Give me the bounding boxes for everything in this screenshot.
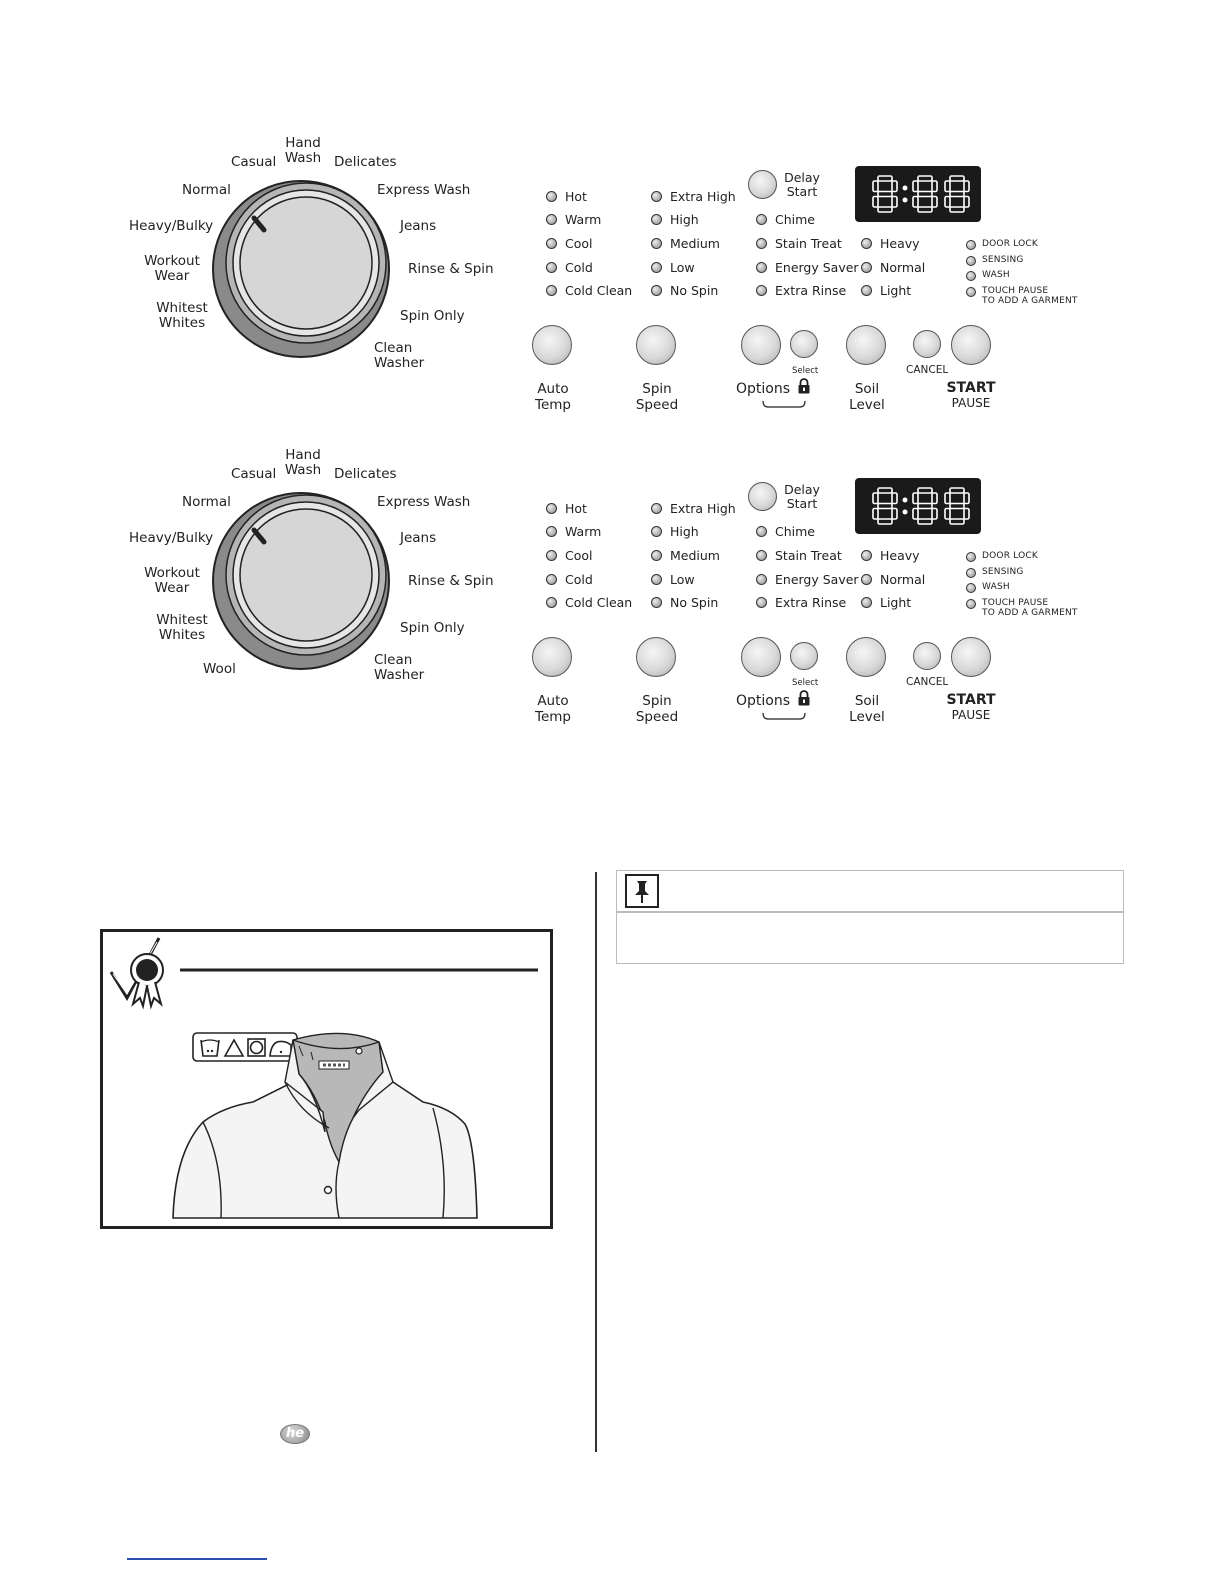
temp-option <box>546 213 601 227</box>
extra-option <box>756 237 842 251</box>
dial-label-casual: Casual <box>231 154 277 170</box>
soil-level-label: Soil Level <box>849 381 885 413</box>
indicator-light-icon <box>861 597 872 608</box>
temp-option <box>546 596 632 610</box>
extra-option-label: Extra Rinse <box>775 283 847 298</box>
status-indicator <box>966 551 1038 562</box>
soil-option-label: Normal <box>880 260 926 275</box>
temp-option-label: Cool <box>565 236 593 251</box>
temp-option <box>546 502 587 516</box>
indicator-light-icon <box>861 574 872 585</box>
indicator-light-icon <box>651 550 662 561</box>
soil-option-label: Light <box>880 283 912 298</box>
dial-label-heavy-bulky: Heavy/Bulky <box>129 530 214 546</box>
dial-label-heavy-bulky: Heavy/Bulky <box>129 218 214 234</box>
indicator-light-icon <box>546 262 557 273</box>
spin-option-label: Medium <box>670 548 720 563</box>
time-display <box>855 478 981 534</box>
dial-label-jeans: Jeans <box>400 530 437 546</box>
start-label: START <box>946 380 996 396</box>
indicator-light-icon <box>756 550 767 561</box>
options-button[interactable] <box>741 637 781 677</box>
temp-option <box>546 549 593 563</box>
dial-label-whitest-whites: Whitest Whites <box>156 612 208 643</box>
dial-label-rinse-spin: Rinse & Spin <box>408 261 494 277</box>
spin-option-label: Low <box>670 260 695 275</box>
temp-option-label: Cold <box>565 572 593 587</box>
soil-option-label: Heavy <box>880 236 920 251</box>
indicator-light-icon <box>651 526 662 537</box>
select-label: Select <box>792 678 819 688</box>
extra-option <box>756 213 815 227</box>
spin-option <box>651 549 720 563</box>
indicator-light-icon <box>861 262 872 273</box>
indicator-light-icon <box>651 262 662 273</box>
status-label: WASH <box>982 270 1010 280</box>
care-symbols-icon <box>193 1033 297 1061</box>
extra-option-label: Extra Rinse <box>775 595 847 610</box>
he-logo <box>280 1424 310 1444</box>
status-indicator <box>966 567 1024 578</box>
start-pause-button[interactable] <box>951 637 991 677</box>
dial-label-workout-wear: Workout Wear <box>144 253 200 284</box>
indicator-light-icon <box>861 238 872 249</box>
dial-label-normal: Normal <box>182 494 231 510</box>
temp-option <box>546 573 593 587</box>
extra-option <box>756 596 846 610</box>
status-light-icon <box>966 256 976 266</box>
spin-option-label: No Spin <box>670 595 719 610</box>
temp-option-label: Warm <box>565 524 602 539</box>
footer-link-underline[interactable] <box>127 1558 267 1560</box>
temp-option-label: Hot <box>565 501 587 516</box>
spin-speed-label: Spin Speed <box>635 693 679 725</box>
temp-option-label: Cold Clean <box>565 283 633 298</box>
status-indicator <box>966 598 1078 618</box>
spin-speed-button[interactable] <box>636 637 676 677</box>
care-label-illustration <box>103 932 550 1226</box>
status-label: DOOR LOCK <box>982 551 1038 561</box>
status-label: TOUCH PAUSE TO ADD A GARMENT <box>982 598 1078 618</box>
indicator-light-icon <box>651 238 662 249</box>
dial-label-clean-washer: Clean Washer <box>374 652 425 683</box>
indicator-light-icon <box>756 262 767 273</box>
status-light-icon <box>966 552 976 562</box>
note-header-divider <box>617 911 1123 913</box>
indicator-light-icon <box>546 238 557 249</box>
soil-option <box>861 261 925 275</box>
extra-option-label: Chime <box>775 524 815 539</box>
dial-label-express-wash: Express Wash <box>377 182 471 198</box>
temp-option-label: Cold <box>565 260 593 275</box>
auto-temp-label: Auto Temp <box>535 693 571 725</box>
dial-label-spin-only: Spin Only <box>400 620 465 636</box>
time-display-value <box>855 166 856 167</box>
award-ribbon-icon <box>111 938 163 1006</box>
dial-label-hand-wash: Hand Wash <box>284 447 322 478</box>
temp-option-label: Cold Clean <box>565 595 633 610</box>
status-indicator <box>966 582 1010 593</box>
spin-option-label: Low <box>670 572 695 587</box>
care-label-box <box>100 929 553 1229</box>
status-label: DOOR LOCK <box>982 239 1038 249</box>
auto-temp-button[interactable] <box>532 637 572 677</box>
status-indicator <box>966 286 1078 306</box>
indicator-light-icon <box>651 574 662 585</box>
delay-start-label: Delay Start <box>784 170 820 199</box>
cycle-selector-dial[interactable] <box>206 486 396 676</box>
extra-option-label: Energy Saver <box>775 260 859 275</box>
soil-option <box>861 549 920 563</box>
spin-option <box>651 237 720 251</box>
indicator-light-icon <box>651 503 662 514</box>
temp-option <box>546 237 593 251</box>
soil-option-label: Light <box>880 595 912 610</box>
status-light-icon <box>966 240 976 250</box>
indicator-light-icon <box>546 191 557 202</box>
dial-label-spin-only: Spin Only <box>400 308 465 324</box>
spin-option <box>651 213 699 227</box>
indicator-light-icon <box>756 526 767 537</box>
indicator-light-icon <box>546 597 557 608</box>
indicator-light-icon <box>546 214 557 225</box>
options-label: Options <box>735 381 791 397</box>
indicator-light-icon <box>756 574 767 585</box>
temp-option <box>546 261 593 275</box>
temp-option-label: Hot <box>565 189 587 204</box>
indicator-light-icon <box>546 550 557 561</box>
indicator-light-icon <box>756 285 767 296</box>
dial-label-delicates: Delicates <box>334 466 397 482</box>
cancel-button[interactable] <box>913 642 941 670</box>
spin-option-label: No Spin <box>670 283 719 298</box>
spin-option <box>651 502 736 516</box>
dial-label-workout-wear: Workout Wear <box>144 565 200 596</box>
dial-label-express-wash: Express Wash <box>377 494 471 510</box>
indicator-light-icon <box>861 285 872 296</box>
spin-option <box>651 573 695 587</box>
spin-option <box>651 190 736 204</box>
dial-label-jeans: Jeans <box>400 218 437 234</box>
delay-start-button[interactable] <box>748 170 777 199</box>
indicator-light-icon <box>651 597 662 608</box>
extra-option <box>756 549 842 563</box>
delay-start-label: Delay Start <box>784 482 820 511</box>
soil-option-label: Normal <box>880 572 926 587</box>
indicator-light-icon <box>546 285 557 296</box>
note-box <box>616 870 1124 964</box>
spin-option <box>651 596 718 610</box>
dial-label-rinse-spin: Rinse & Spin <box>408 573 494 589</box>
spin-option <box>651 525 699 539</box>
control-panel-2 <box>0 312 1224 725</box>
temp-option-label: Cool <box>565 548 593 563</box>
spin-option <box>651 261 695 275</box>
cancel-label: CANCEL <box>906 676 949 688</box>
dial-label-hand-wash: Hand Wash <box>284 135 322 166</box>
soil-level-button[interactable] <box>846 637 886 677</box>
control-panel-1 <box>0 0 1224 413</box>
pause-label: PAUSE <box>951 396 991 410</box>
status-light-icon <box>966 583 976 593</box>
status-light-icon <box>966 271 976 281</box>
status-light-icon <box>966 568 976 578</box>
auto-temp-label: Auto Temp <box>535 381 571 413</box>
spin-option-label: Extra High <box>670 501 736 516</box>
soil-option <box>861 237 920 251</box>
extra-option-label: Stain Treat <box>775 548 842 563</box>
time-display-value <box>855 478 856 479</box>
indicator-light-icon <box>756 597 767 608</box>
soil-option <box>861 284 911 298</box>
status-label: TOUCH PAUSE TO ADD A GARMENT <box>982 286 1078 306</box>
status-label: SENSING <box>982 255 1024 265</box>
pause-label: PAUSE <box>951 708 991 722</box>
dial-label-clean-washer: Clean Washer <box>374 340 425 371</box>
soil-option-label: Heavy <box>880 548 920 563</box>
soil-level-label: Soil Level <box>849 693 885 725</box>
extra-option-label: Chime <box>775 212 815 227</box>
select-label: Select <box>792 366 819 376</box>
extra-option-label: Stain Treat <box>775 236 842 251</box>
status-light-icon <box>966 599 976 609</box>
cancel-label: CANCEL <box>906 364 949 376</box>
spin-option-label: High <box>670 524 699 539</box>
indicator-light-icon <box>861 550 872 561</box>
indicator-light-icon <box>651 285 662 296</box>
indicator-light-icon <box>651 214 662 225</box>
indicator-light-icon <box>651 191 662 202</box>
extra-option-label: Energy Saver <box>775 572 859 587</box>
status-indicator <box>966 239 1038 250</box>
pushpin-icon <box>625 874 659 908</box>
status-label: WASH <box>982 582 1010 592</box>
extra-option <box>756 284 846 298</box>
soil-option <box>861 573 925 587</box>
temp-option-label: Warm <box>565 212 602 227</box>
status-indicator <box>966 255 1024 266</box>
select-button[interactable] <box>790 642 818 670</box>
spin-option-label: Extra High <box>670 189 736 204</box>
time-display <box>855 166 981 222</box>
extra-option <box>756 261 859 275</box>
dial-label-whitest-whites: Whitest Whites <box>156 300 208 331</box>
dial-label-delicates: Delicates <box>334 154 397 170</box>
indicator-light-icon <box>756 214 767 225</box>
delay-start-button[interactable] <box>748 482 777 511</box>
extra-option <box>756 573 859 587</box>
spin-option <box>651 284 718 298</box>
status-light-icon <box>966 287 976 297</box>
soil-option <box>861 596 911 610</box>
dial-label-normal: Normal <box>182 182 231 198</box>
dial-label-wool: Wool <box>203 661 236 677</box>
column-divider <box>595 872 597 1452</box>
status-indicator <box>966 270 1010 281</box>
spin-speed-label: Spin Speed <box>635 381 679 413</box>
spin-option-label: Medium <box>670 236 720 251</box>
lock-icon <box>797 690 811 706</box>
temp-option <box>546 284 632 298</box>
temp-option <box>546 190 587 204</box>
indicator-light-icon <box>756 238 767 249</box>
indicator-light-icon <box>546 526 557 537</box>
indicator-light-icon <box>546 503 557 514</box>
temp-option <box>546 525 601 539</box>
options-label: Options <box>735 693 791 709</box>
status-label: SENSING <box>982 567 1024 577</box>
spin-option-label: High <box>670 212 699 227</box>
dial-label-casual: Casual <box>231 466 277 482</box>
indicator-light-icon <box>546 574 557 585</box>
start-label: START <box>946 692 996 708</box>
extra-option <box>756 525 815 539</box>
he-logo-text: he <box>285 1426 305 1441</box>
options-bracket <box>762 707 806 717</box>
